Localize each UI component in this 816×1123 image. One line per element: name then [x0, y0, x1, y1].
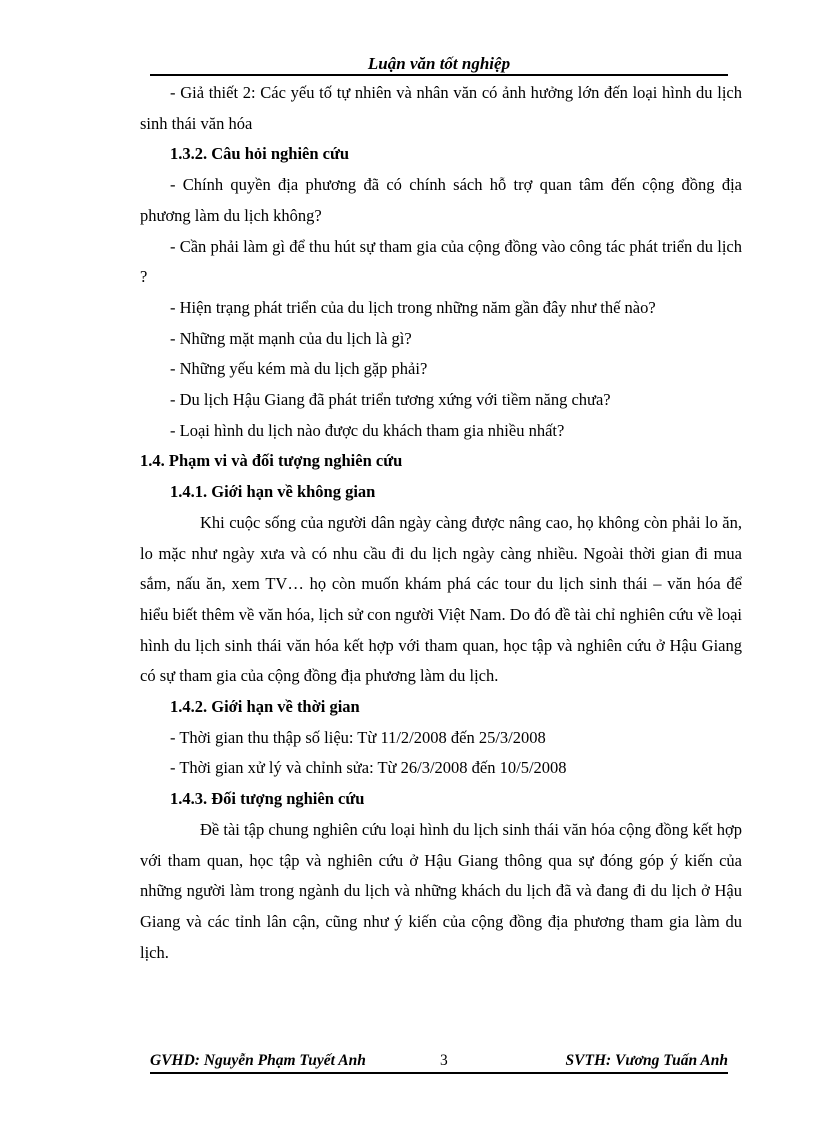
page-header-title: Luận văn tốt nghiệp	[150, 54, 728, 76]
question-6: - Du lịch Hậu Giang đã phát triển tương xứng với tiềm năng chưa?	[170, 390, 611, 410]
heading-1-4-2: 1.4.2. Giới hạn về thời gian	[170, 697, 360, 717]
page-footer	[150, 1052, 728, 1074]
document-body	[140, 78, 742, 968]
paragraph-space-limit: Khi cuộc sống của người dân ngày càng được nâng cao, họ không còn phải lo ăn, lo mặc như ngày xưa và có nhu cầu đi du lịch ngày càng nhiều. Ngoài thời gian đi mua sắm, nấu ăn, xem TV… họ còn muốn khám phá các tour du lịch sinh thái – văn hóa để hiểu biết thêm về văn hóa, lịch sử con người Việt Nam. Do đó đề tài chỉ nghiên cứu về loại hình du lịch sinh thái văn hóa kết hợp với tham quan, học tập và nghiên cứu ở Hậu Giang có sự tham gia của cộng đồng địa phương làm du lịch.	[140, 512, 742, 686]
question-5: - Những yếu kém mà du lịch gặp phải?	[170, 359, 428, 379]
heading-1-4-1: 1.4.1. Giới hạn về không gian	[170, 482, 376, 502]
question-4: - Những mặt mạnh của du lịch là gì?	[170, 328, 412, 348]
question-3: - Hiện trạng phát triển của du lịch trong những năm gần đây như thế nào?	[170, 297, 656, 317]
page-number: 3	[440, 1052, 448, 1069]
question-1: - Chính quyền địa phương đã có chính sách hỗ trợ quan tâm đến cộng đồng địa phương làm du lịch không?	[140, 175, 742, 225]
time-item-1: - Thời gian thu thập số liệu: Từ 11/2/2008 đến 25/3/2008	[170, 727, 546, 747]
heading-1-4-3: 1.4.3. Đối tượng nghiên cứu	[170, 789, 365, 809]
paragraph-research-object: Đề tài tập chung nghiên cứu loại hình du lịch sinh thái văn hóa cộng đồng kết hợp với tham quan, học tập và nghiên cứu ở Hậu Giang thông qua sự đóng góp ý kiến của những người làm trong ngành du lịch và những khách du lịch đã và đang đi du lịch ở Hậu Giang và các tỉnh lân cận, cũng như ý kiến của cộng đồng địa phương tham gia làm du lịch.	[140, 819, 742, 962]
heading-1-4: 1.4. Phạm vi và đối tượng nghiên cứu	[140, 451, 403, 471]
question-2: - Cần phải làm gì để thu hút sự tham gia của cộng đồng vào công tác phát triển du lịch ?	[140, 236, 742, 287]
question-7: - Loại hình du lịch nào được du khách tham gia nhiều nhất?	[170, 420, 565, 440]
footer-student: SVTH: Vương Tuấn Anh	[565, 1052, 728, 1069]
time-item-2: - Thời gian xử lý và chỉnh sửa: Từ 26/3/2008 đến 10/5/2008	[170, 758, 567, 778]
hypothesis-2: - Giả thiết 2: Các yếu tố tự nhiên và nhân văn có ảnh hưởng lớn đến loại hình du lịch sinh thái văn hóa	[140, 83, 742, 133]
heading-1-3-2: 1.3.2. Câu hỏi nghiên cứu	[170, 144, 350, 164]
footer-advisor: GVHD: Nguyễn Phạm Tuyết Anh	[150, 1052, 366, 1069]
